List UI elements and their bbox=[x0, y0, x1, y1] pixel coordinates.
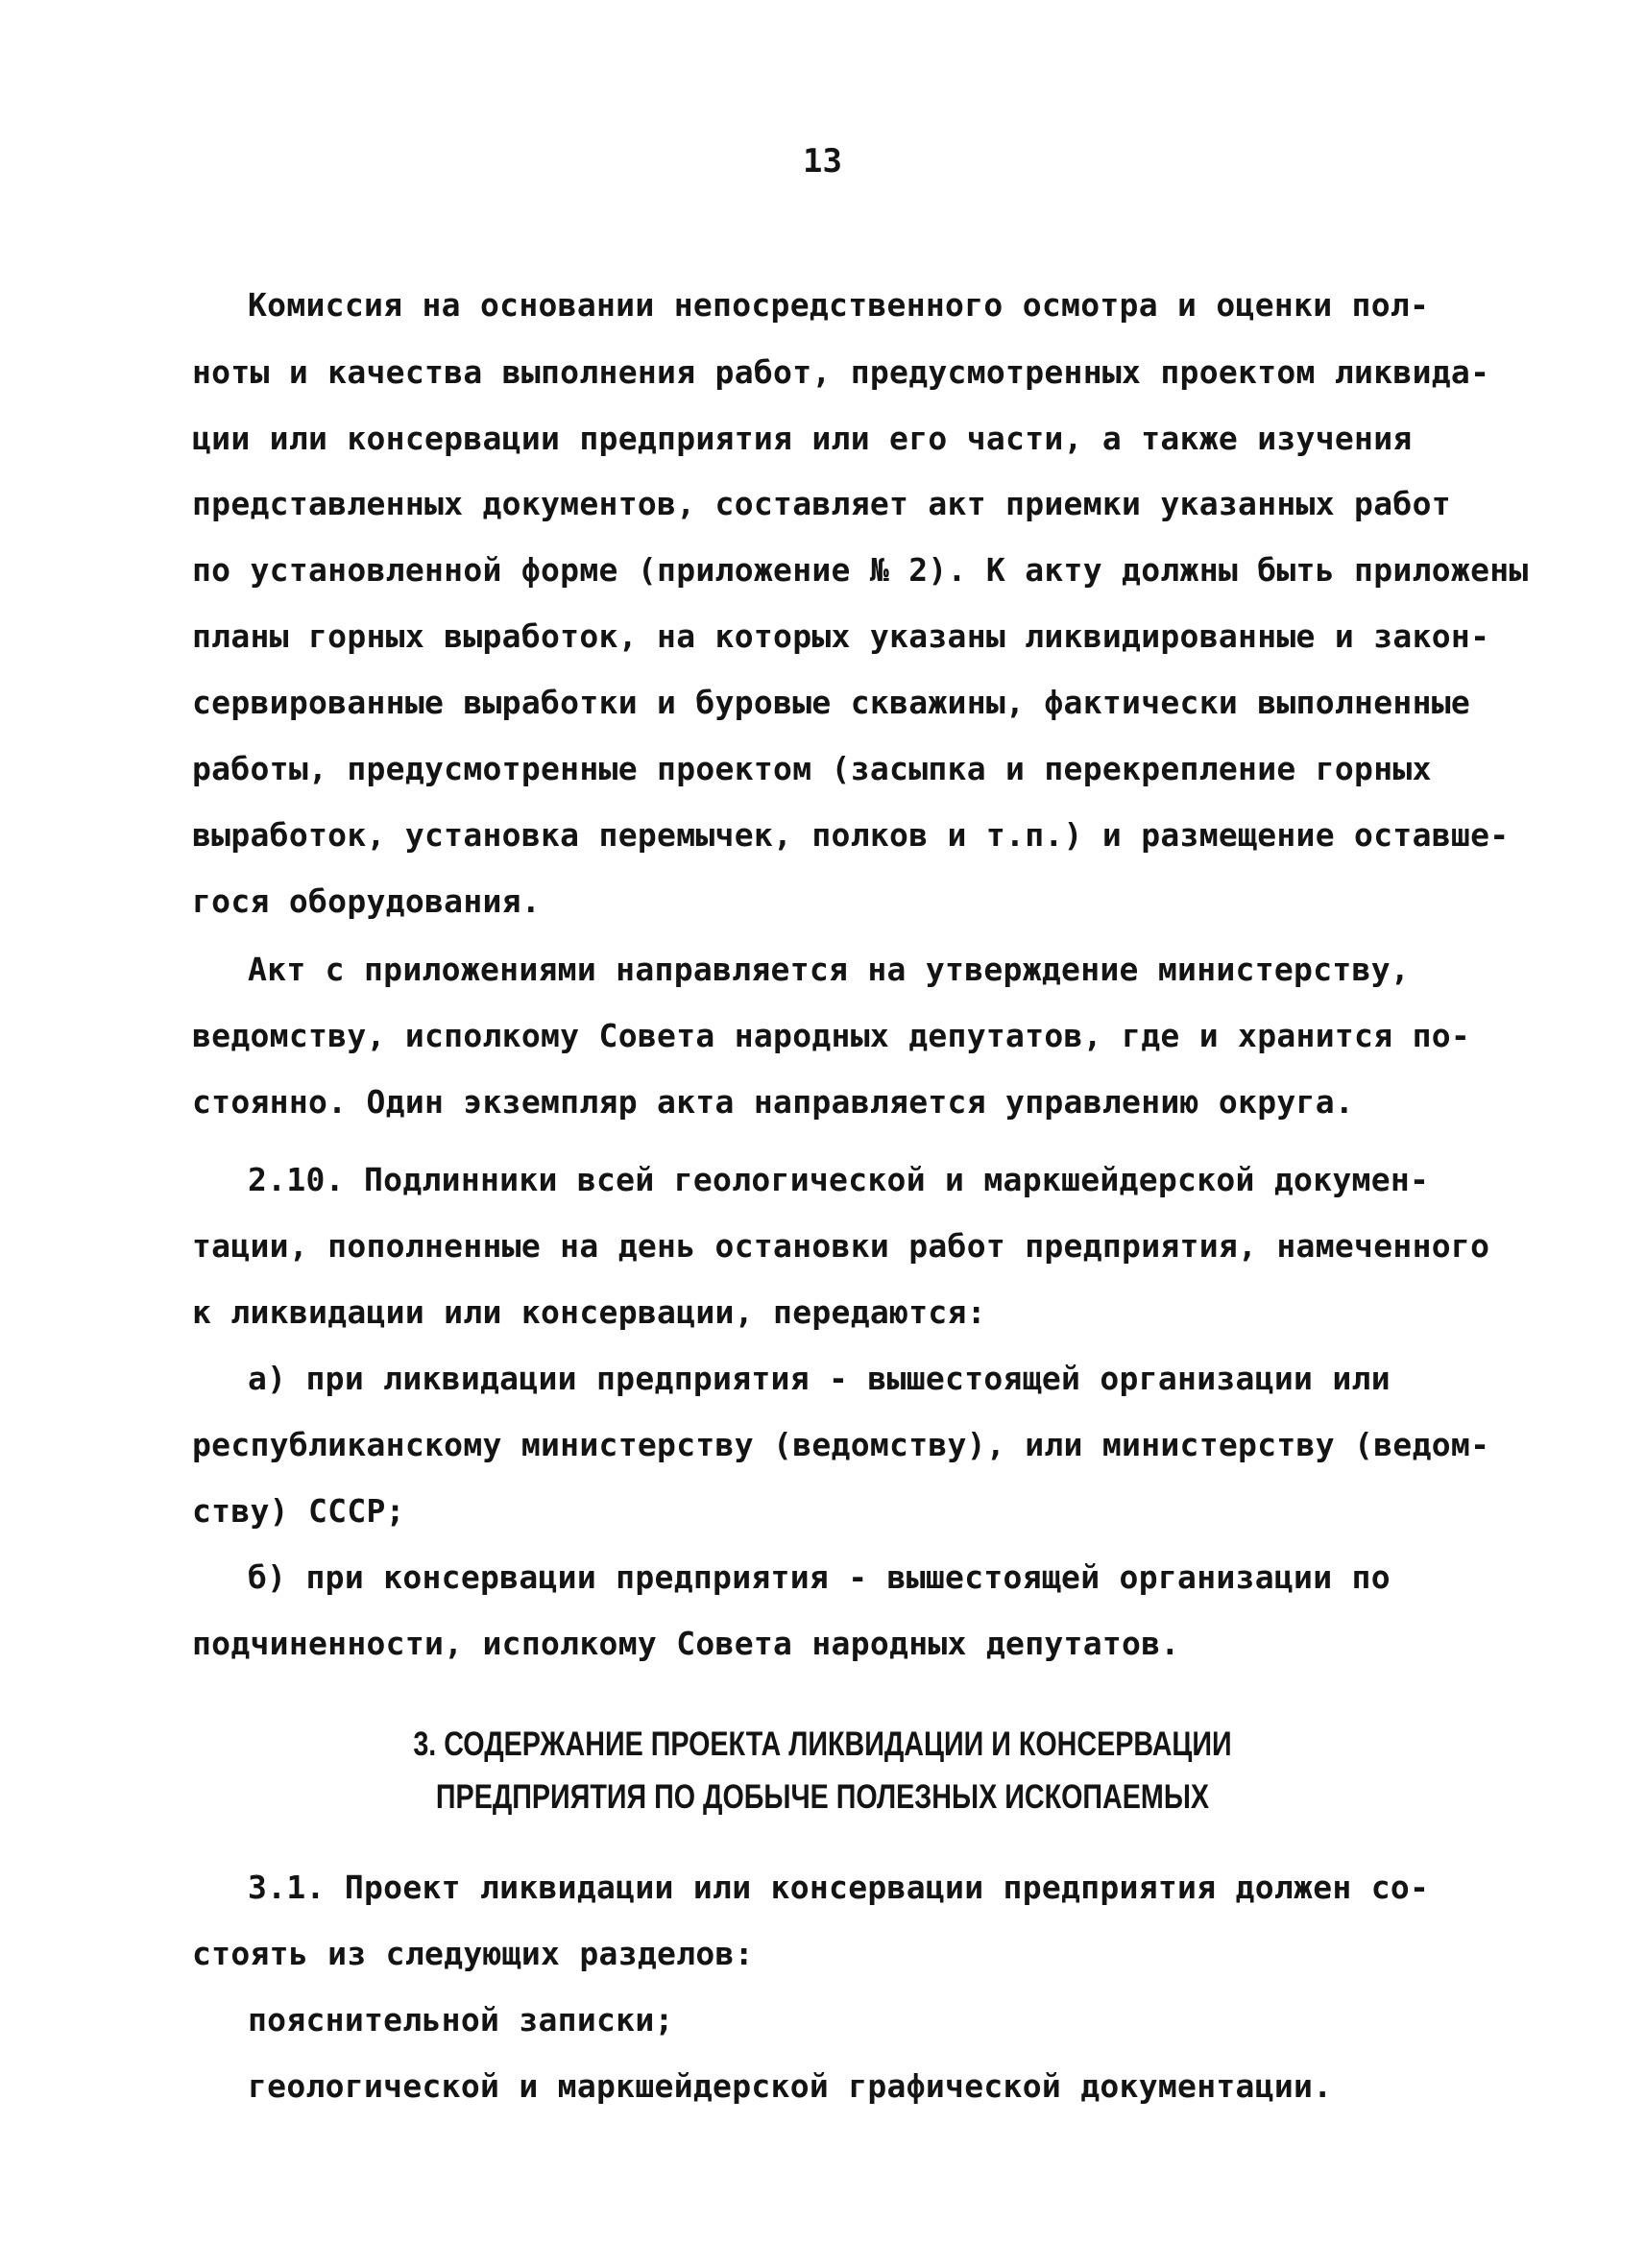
text-line: ведомству, исполкому Совета народных депутатов, где и хранится по- bbox=[192, 1017, 1471, 1054]
page-number: 13 bbox=[803, 142, 842, 181]
text-line: представленных документов, составляет акт приемки указанных работ bbox=[192, 485, 1451, 522]
text-line: Акт с приложениями направляется на утверждение министерству, bbox=[248, 951, 1411, 988]
text-line: стоять из следующих разделов: bbox=[192, 1935, 754, 1972]
text-line: работы, предусмотренные проектом (засыпка и перекрепление горных bbox=[192, 750, 1432, 787]
text-line: планы горных выработок, на которых указаны ликвидированные и закон- bbox=[192, 617, 1490, 655]
text-line: по установленной форме (приложение № 2). К акту должны быть приложены bbox=[192, 551, 1529, 589]
text-line: к ликвидации или консервации, передаются: bbox=[192, 1293, 986, 1331]
text-line: а) при ликвидации предприятия - вышестоящей организации или bbox=[248, 1360, 1391, 1397]
text-line: республиканскому министерству (ведомству), или министерству (ведом- bbox=[192, 1426, 1490, 1463]
text-line: 2.10. Подлинники всей геологической и маркшейдерской докумен- bbox=[248, 1161, 1430, 1198]
text-line: ству) СССР; bbox=[192, 1492, 405, 1530]
text-line: подчиненности, исполкому Совета народных депутатов. bbox=[192, 1625, 1180, 1662]
list-item: пояснительной записки; bbox=[248, 2001, 674, 2039]
list-item: геологической и маркшейдерской графической документации. bbox=[248, 2067, 1333, 2105]
text-line: гося оборудования. bbox=[192, 882, 542, 920]
text-line: выработок, установка перемычек, полков и т.п.) и размещение оставше- bbox=[192, 816, 1510, 854]
text-line: ции или консервации предприятия или его части, а также изучения bbox=[192, 420, 1413, 457]
text-line: тации, пополненные на день остановки работ предприятия, намеченного bbox=[192, 1227, 1490, 1265]
text-line: сервированные выработки и буровые скважины, фактически выполненные bbox=[192, 684, 1471, 721]
text-line: Комиссия на основании непосредственного осмотра и оценки пол- bbox=[248, 286, 1430, 324]
section-heading-line: 3. СОДЕРЖАНИЕ ПРОЕКТА ЛИКВИДАЦИИ И КОНСЕРВАЦИИ bbox=[413, 1725, 1232, 1763]
text-line: б) при консервации предприятия - вышестоящей организации по bbox=[248, 1558, 1391, 1596]
text-line: стоянно. Один экземпляр акта направляется управлению округа. bbox=[192, 1083, 1355, 1121]
section-heading-line: ПРЕДПРИЯТИЯ ПО ДОБЫЧЕ ПОЛЕЗНЫХ ИСКОПАЕМЫХ bbox=[435, 1778, 1210, 1816]
text-line: ноты и качества выполнения работ, предусмотренных проектом ликвида- bbox=[192, 353, 1490, 391]
text-line: 3.1. Проект ликвидации или консервации предприятия должен со- bbox=[248, 1869, 1430, 1906]
